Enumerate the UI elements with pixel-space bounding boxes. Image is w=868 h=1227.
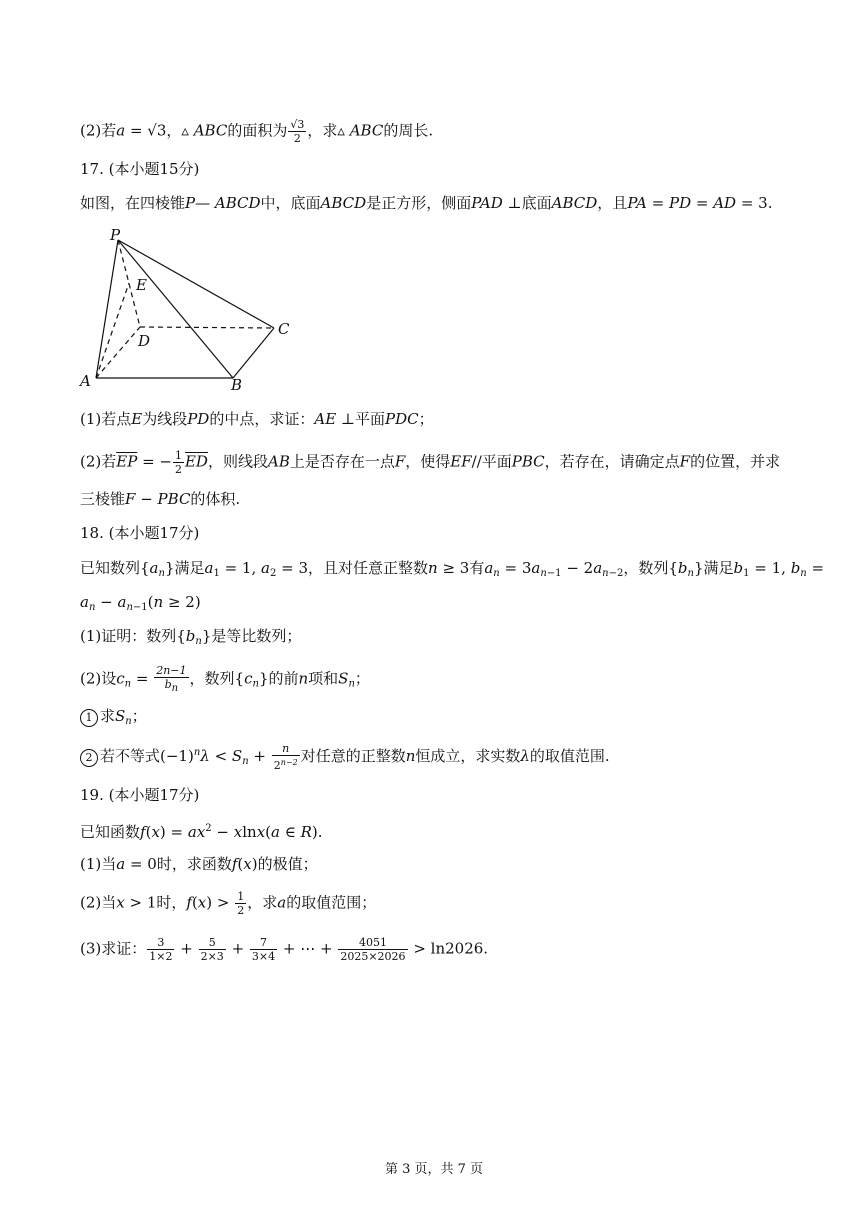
q19-part3: (3)求证： $\frac{3}{1\times 2}$ + $\frac{5}{2\times 3}$ + $\frac{7}{3\times 4}$ + ⋯ + $\frac{4051}{2025\times 2026}$ > ln2026. bbox=[80, 936, 489, 963]
q19-part2: (2)当x > 1时，f(x) > $\frac{1}{2}$ ，求a的取值范围； bbox=[80, 890, 377, 917]
q18-sub2: 2 若不等式$(-1)^n\lambda < S_n$ + $\frac{n}{2^{n-2}}$ 对任意的正整数n恒成立，求实数λ的取值范围. bbox=[80, 742, 610, 773]
label-C: C bbox=[278, 320, 290, 338]
q18-header: 18. (本小题17分) bbox=[80, 524, 200, 542]
q17-part2-line1: (2)若$\overline{EP}$ = − $\frac{1}{2}$ $\overline{ED}$，则线段AB上是否存在一点F，使得EF//平面PBC，若存在，请确定点F的位置，并求 bbox=[80, 449, 781, 476]
q18-stem-line1: 已知数列$\{a_n\}$满足$a_1 = 1$, $a_2 = 3$，且对任意正整数n ≥ 3有$a_n = 3a_{n-1} - 2a_{n-2}$，数列$\{b_n\}$满足$b_1 = 1$, $b_n$ = bbox=[80, 559, 825, 579]
label-D: D bbox=[138, 332, 151, 350]
q16-part2: (2)若a = √3，▵ ABC的面积为 $\frac{√3}{2}$ ，求▵ ABC的周长. bbox=[80, 118, 434, 145]
q19-header: 19. (本小题17分) bbox=[80, 786, 200, 804]
q18-part2: (2)设$c_n$ = $\frac{2n-1}{bn}$ ，数列$\{c_n\}$的前n项和$S_n$； bbox=[80, 664, 370, 694]
q18-stem-line2: $a_n - a_{n-1}(n \ge 2)$ bbox=[80, 593, 201, 613]
label-E: E bbox=[136, 276, 147, 294]
pyramid-figure bbox=[78, 226, 308, 396]
q17-stem: 如图，在四棱锥P— ABCD中，底面ABCD是正方形，侧面PAD ⊥底面ABCD，且PA = PD = AD = 3. bbox=[80, 194, 773, 212]
q19-part1: (1)当a = 0时，求函数f(x)的极值； bbox=[80, 855, 318, 873]
label-P: P bbox=[110, 226, 121, 244]
q17-header: 17. (本小题15分) bbox=[80, 160, 200, 178]
q17-part2-line2: 三棱锥F − PBC的体积. bbox=[80, 490, 241, 508]
q18-part1: (1)证明：数列$\{b_n\}$是等比数列； bbox=[80, 627, 302, 647]
page-footer: 第 3 页，共 7 页 bbox=[384, 1162, 484, 1177]
label-A: A bbox=[80, 372, 91, 390]
label-B: B bbox=[231, 376, 243, 394]
q19-stem: 已知函数$f(x) = ax^2 - xlnx(a$ ∈ R). bbox=[80, 823, 323, 841]
q17-part1: (1)若点E为线段PD的中点，求证：AE ⊥平面PDC； bbox=[80, 410, 434, 428]
q18-sub1: 1 求$S_n$； bbox=[80, 705, 147, 733]
